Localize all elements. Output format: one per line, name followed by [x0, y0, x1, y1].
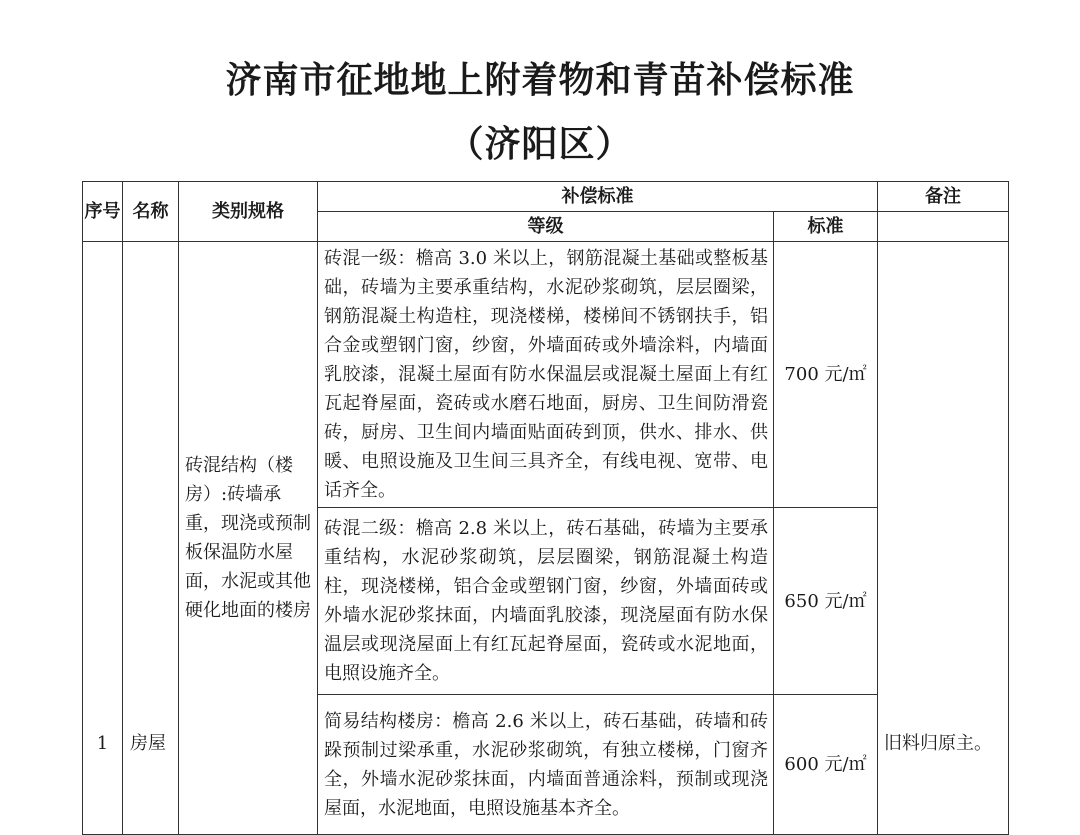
row-seq: 1 — [83, 242, 123, 835]
header-grade: 等级 — [318, 212, 774, 242]
grade-2-text: 砖混二级：檐高 2.8 米以上，砖石基础，砖墙为主要承重结构，水泥砂浆砌筑，层层圈梁，钢筋混凝土构造柱，现浇楼梯，铝合金或塑钢门窗，纱窗，外墙面砖或外墙水泥砂浆抹面，内墙面乳胶漆，现浇屋面有防水保温层或现浇屋面上有红瓦起脊屋面，瓷砖或水泥地面，电照设施齐全。 — [318, 508, 774, 695]
grade-1-standard: 700 元/㎡ — [774, 242, 878, 508]
row-category: 砖混结构（楼房）:砖墙承重，现浇或预制板保温防水屋面，水泥或其他硬化地面的楼房 — [179, 242, 318, 835]
header-remark-blank — [878, 212, 1009, 242]
header-row — [83, 182, 1009, 212]
grade-2-standard: 650 元/㎡ — [774, 508, 878, 695]
header-compensation: 补偿标准 — [318, 182, 878, 212]
page-title: 济南市征地地上附着物和青苗补偿标准 — [225, 59, 855, 101]
row-name: 房屋 — [123, 242, 179, 835]
header-category: 类别规格 — [179, 182, 318, 242]
page-subtitle: （济阳区） — [447, 123, 633, 165]
header-name: 名称 — [123, 182, 179, 242]
header-standard: 标准 — [774, 212, 878, 242]
grade-3-text: 简易结构楼房：檐高 2.6 米以上，砖石基础，砖墙和砖跺预制过梁承重，水泥砂浆砌筑，有独立楼梯，门窗齐全，外墙水泥砂浆抹面，内墙面普通涂料，预制或现浇屋面，水泥地面，电照设施基本齐全。 — [318, 695, 774, 835]
grade-1-text: 砖混一级：檐高 3.0 米以上，钢筋混凝土基础或整板基础，砖墙为主要承重结构，水泥砂浆砌筑，层层圈梁，钢筋混凝土构造柱，现浇楼梯，楼梯间不锈钢扶手，铝合金或塑钢门窗，纱窗，外墙面砖或外墙涂料，内墙面乳胶漆，混凝土屋面有防水保温层或混凝土屋面上有红瓦起脊屋面，瓷砖或水磨石地面，厨房、卫生间防滑瓷砖，厨房、卫生间内墙面贴面砖到顶，供水、排水、供暖、电照设施及卫生间三具齐全，有线电视、宽带、电话齐全。 — [318, 242, 774, 508]
compensation-table — [82, 181, 1009, 835]
row-remark: 旧料归原主。 — [878, 242, 1009, 835]
header-remark: 备注 — [878, 182, 1009, 212]
header-seq: 序号 — [83, 182, 123, 242]
grade-3-standard: 600 元/㎡ — [774, 695, 878, 835]
table-row — [83, 242, 1009, 508]
